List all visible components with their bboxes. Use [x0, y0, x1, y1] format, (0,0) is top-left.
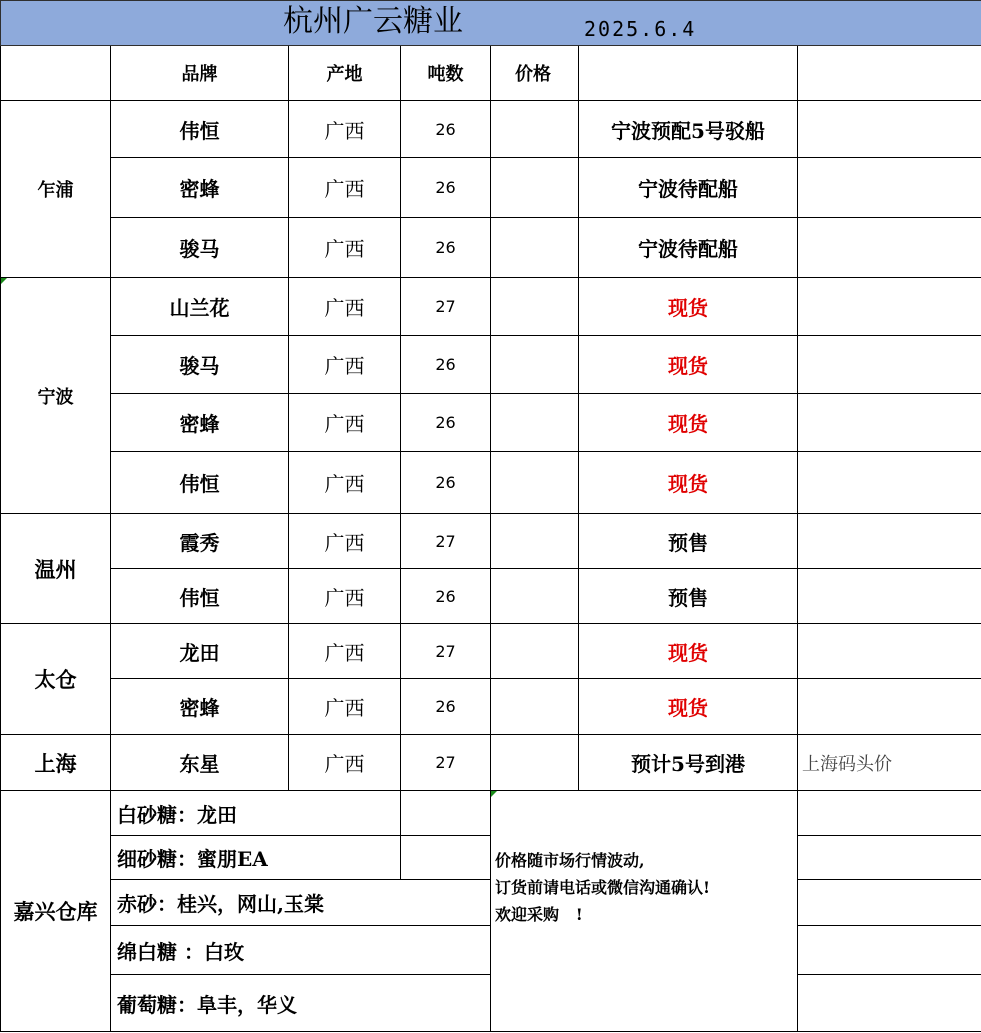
note-cell	[798, 791, 981, 836]
origin-cell: 广西	[289, 569, 401, 624]
price-cell	[491, 394, 579, 452]
price-cell	[491, 624, 579, 679]
tons-cell: 26	[401, 101, 491, 158]
tons-cell: 27	[401, 278, 491, 336]
note-cell	[798, 452, 981, 514]
tons-cell: 26	[401, 679, 491, 735]
tons-cell: 27	[401, 514, 491, 569]
status-cell: 现货	[579, 336, 798, 394]
status-cell: 现货	[579, 452, 798, 514]
location-taicang: 太仓	[1, 624, 111, 735]
price-cell	[491, 158, 579, 218]
brand-cell: 山兰花	[111, 278, 289, 336]
price-cell	[491, 569, 579, 624]
tons-cell: 27	[401, 624, 491, 679]
note-cell	[798, 218, 981, 278]
page-title: 杭州广云糖业	[283, 4, 463, 39]
note-cell	[798, 624, 981, 679]
empty-cell	[401, 791, 491, 836]
brand-cell: 伟恒	[111, 452, 289, 514]
tons-cell: 26	[401, 452, 491, 514]
origin-cell: 广西	[289, 336, 401, 394]
brand-cell: 伟恒	[111, 101, 289, 158]
tons-cell: 26	[401, 569, 491, 624]
header-tons: 吨数	[401, 46, 491, 101]
tons-cell: 26	[401, 218, 491, 278]
product-line: 葡萄糖：阜丰，华义	[111, 975, 491, 1032]
brand-cell: 密蜂	[111, 158, 289, 218]
notice-line: 价格随市场行情波动,	[495, 851, 645, 870]
brand-cell: 霞秀	[111, 514, 289, 569]
note-cell: 上海码头价	[798, 735, 981, 791]
location-zhapu: 乍浦	[1, 101, 111, 278]
status-cell: 宁波待配船	[579, 218, 798, 278]
header-price: 价格	[491, 46, 579, 101]
origin-cell: 广西	[289, 158, 401, 218]
note-cell	[798, 975, 981, 1032]
location-ningbo: 宁波	[1, 278, 111, 514]
origin-cell: 广西	[289, 101, 401, 158]
note-cell	[798, 278, 981, 336]
brand-cell: 东星	[111, 735, 289, 791]
notice-line: 订货前请电话或微信沟通确认!	[495, 878, 711, 897]
note-cell	[798, 880, 981, 926]
note-cell	[798, 836, 981, 880]
status-cell: 现货	[579, 624, 798, 679]
product-line: 绵白糖 ：白玫	[111, 926, 491, 975]
status-cell: 宁波预配5号驳船	[579, 101, 798, 158]
price-cell	[491, 278, 579, 336]
product-line: 白砂糖：龙田	[111, 791, 401, 836]
header-note	[798, 46, 981, 101]
status-cell: 预售	[579, 569, 798, 624]
note-cell	[798, 514, 981, 569]
price-cell	[491, 514, 579, 569]
note-cell	[798, 569, 981, 624]
status-cell: 现货	[579, 278, 798, 336]
origin-cell: 广西	[289, 394, 401, 452]
price-cell	[491, 218, 579, 278]
header-status	[579, 46, 798, 101]
price-notice	[491, 791, 798, 1032]
price-cell	[491, 679, 579, 735]
note-cell	[798, 926, 981, 975]
price-cell	[491, 452, 579, 514]
status-cell: 宁波待配船	[579, 158, 798, 218]
origin-cell: 广西	[289, 624, 401, 679]
tons-cell: 26	[401, 336, 491, 394]
header-blank	[1, 46, 111, 101]
price-cell	[491, 101, 579, 158]
product-line: 赤砂：桂兴，网山,玉棠	[111, 880, 491, 926]
product-line: 细砂糖：蜜朋EA	[111, 836, 401, 880]
origin-cell: 广西	[289, 278, 401, 336]
origin-cell: 广西	[289, 514, 401, 569]
tons-cell: 26	[401, 394, 491, 452]
origin-cell: 广西	[289, 218, 401, 278]
brand-cell: 伟恒	[111, 569, 289, 624]
origin-cell: 广西	[289, 452, 401, 514]
brand-cell: 密蜂	[111, 679, 289, 735]
origin-cell: 广西	[289, 679, 401, 735]
tons-cell: 27	[401, 735, 491, 791]
report-date: 2025.6.4	[584, 17, 697, 41]
status-cell: 现货	[579, 679, 798, 735]
status-cell: 预售	[579, 514, 798, 569]
title-bar	[1, 1, 981, 46]
note-cell	[798, 679, 981, 735]
note-cell	[798, 336, 981, 394]
brand-cell: 龙田	[111, 624, 289, 679]
empty-cell	[401, 836, 491, 880]
header-brand: 品牌	[111, 46, 289, 101]
tons-cell: 26	[401, 158, 491, 218]
note-cell	[798, 158, 981, 218]
location-jiaxing: 嘉兴仓库	[1, 791, 111, 1032]
location-wenzhou: 温州	[1, 514, 111, 624]
notice-line: 欢迎采购 !	[495, 905, 583, 924]
price-cell	[491, 735, 579, 791]
origin-cell: 广西	[289, 735, 401, 791]
price-cell	[491, 336, 579, 394]
location-shanghai: 上海	[1, 735, 111, 791]
header-origin: 产地	[289, 46, 401, 101]
status-cell: 现货	[579, 394, 798, 452]
brand-cell: 密蜂	[111, 394, 289, 452]
note-cell	[798, 101, 981, 158]
brand-cell: 骏马	[111, 218, 289, 278]
brand-cell: 骏马	[111, 336, 289, 394]
note-cell	[798, 394, 981, 452]
status-cell: 预计5号到港	[579, 735, 798, 791]
